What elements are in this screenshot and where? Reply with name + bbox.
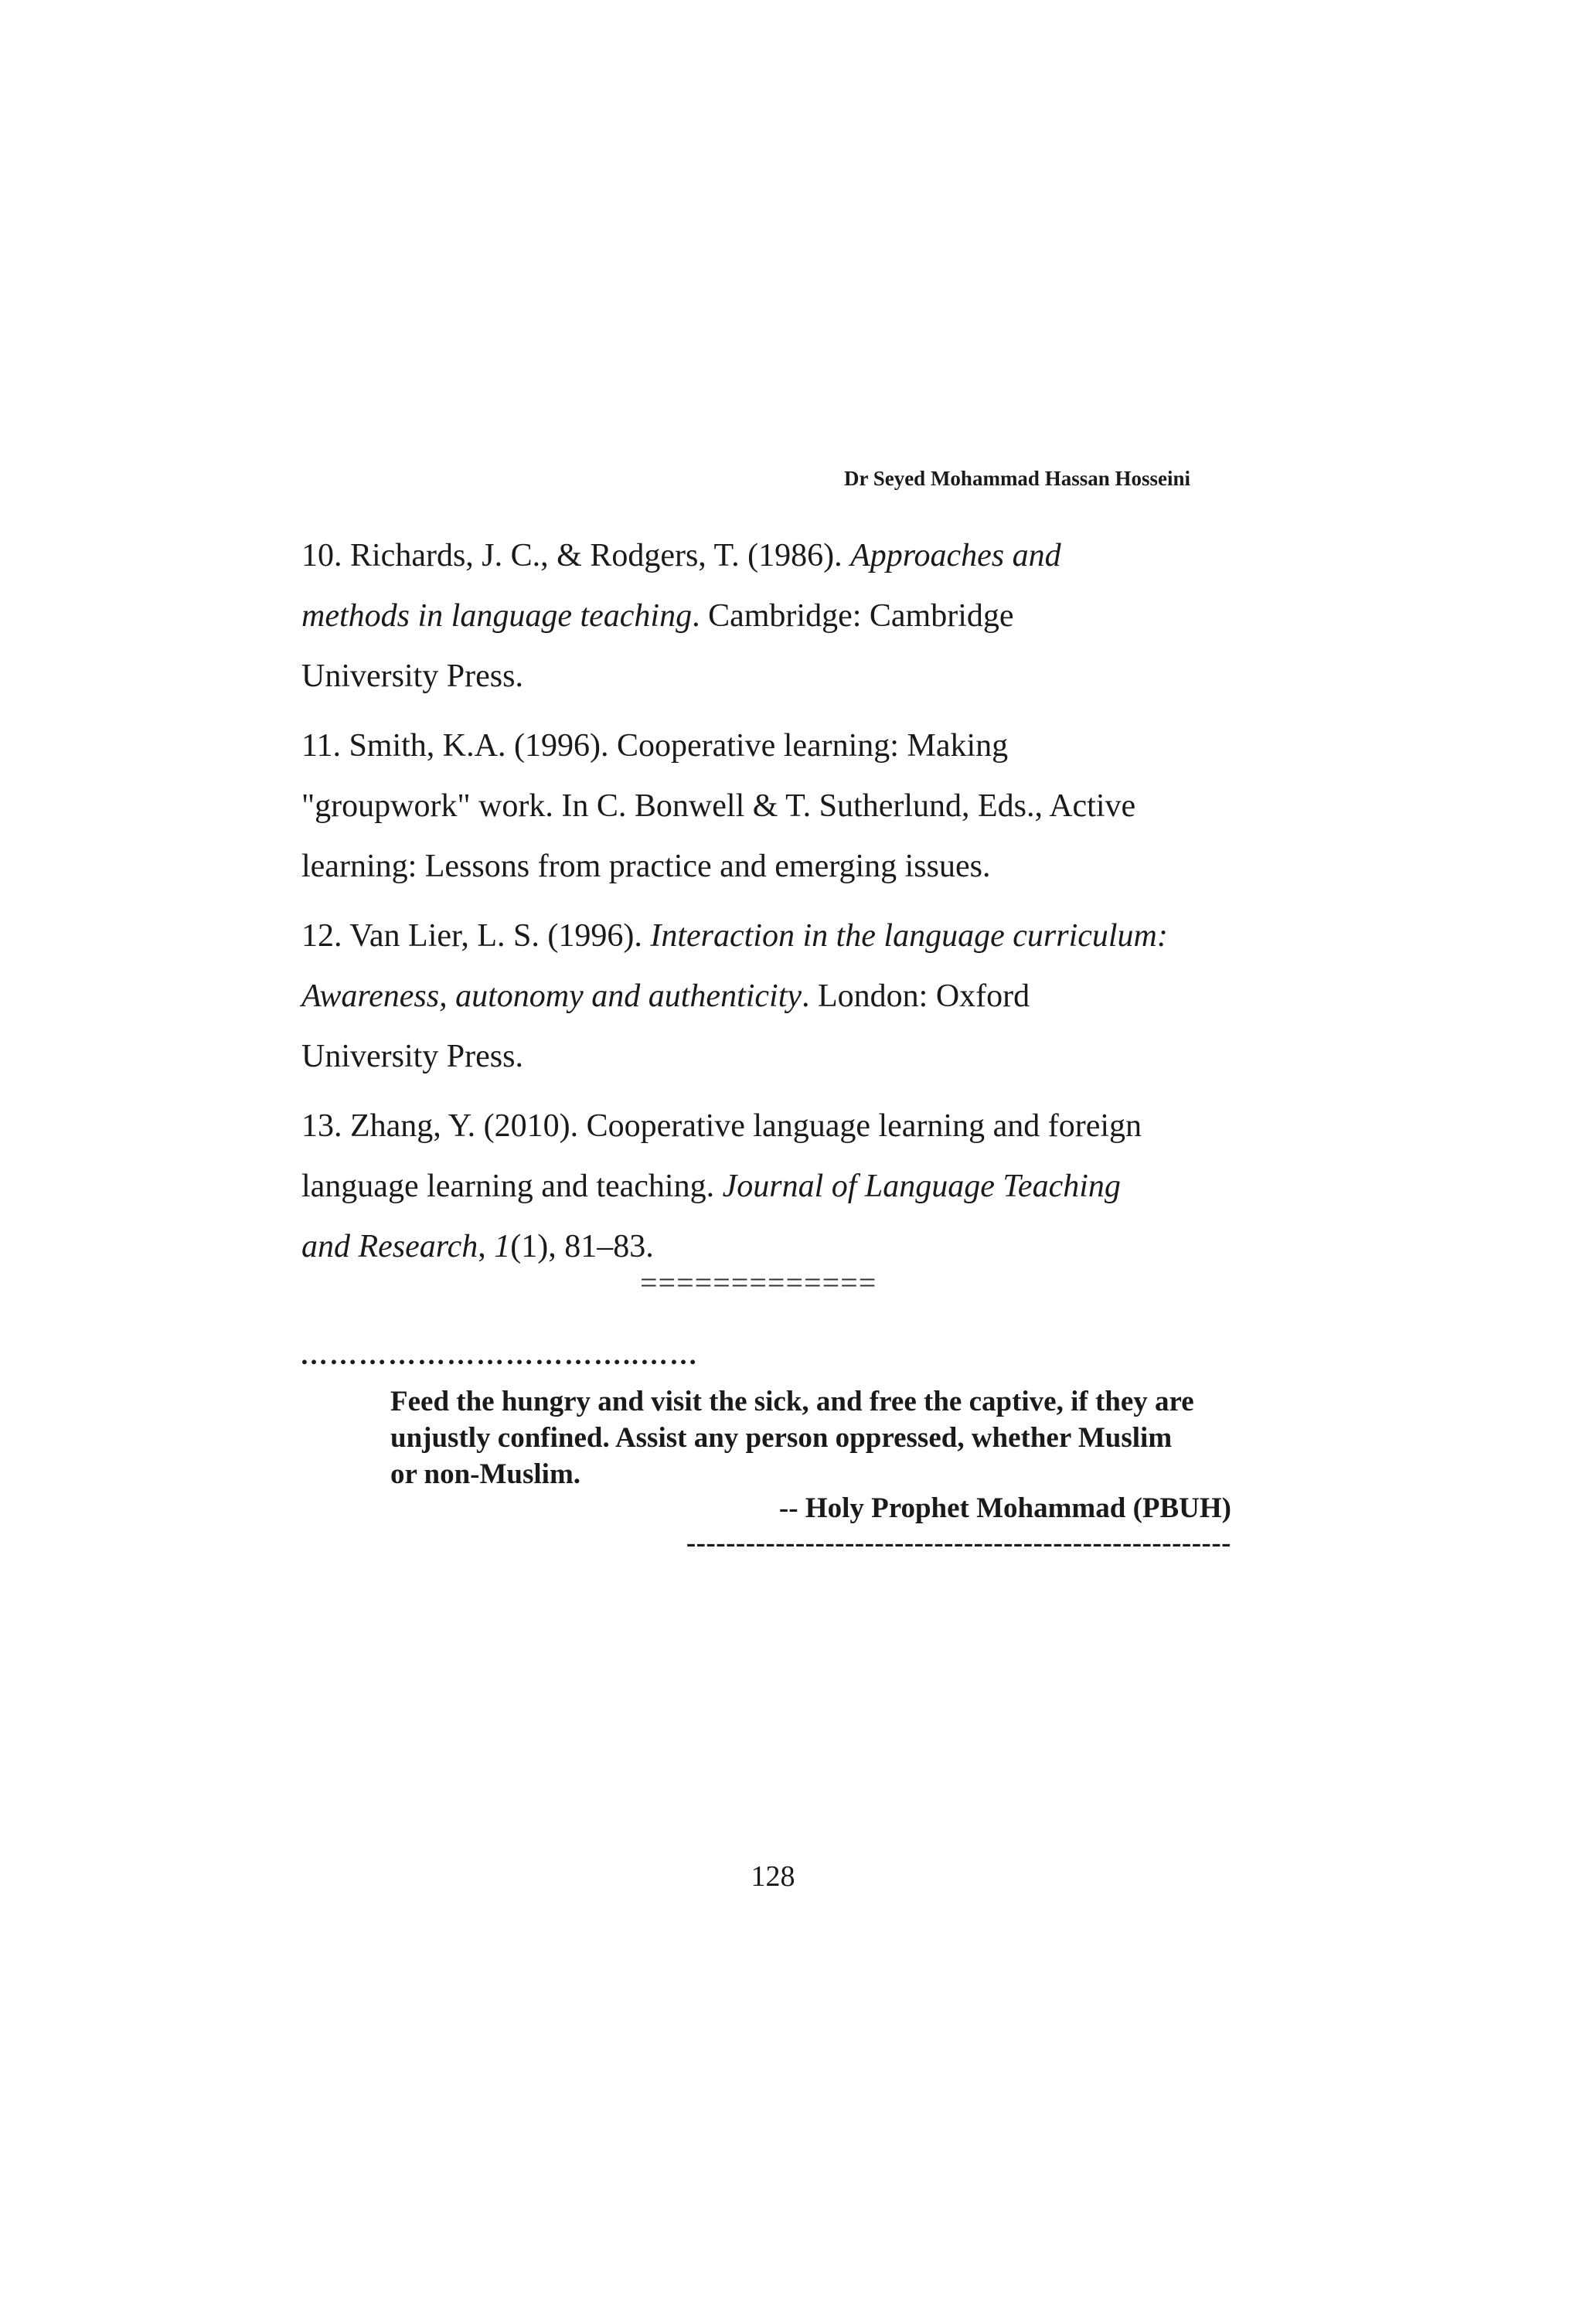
reference-text: 11. Smith, K.A. (1996). Cooperative learning: Making [301,728,1009,764]
reference-title: Approaches and [850,538,1061,573]
reference-list [301,526,1260,1286]
running-head: Dr Seyed Mohammad Hassan Hosseini [843,467,1190,490]
dotted-separator: ……………………………..…… [300,1339,699,1370]
quote-line: Feed the hungry and visit the sick, and free the captive, if they are [390,1386,1194,1417]
reference-journal: and Research [301,1229,478,1264]
reference-text: 13. Zhang, Y. (2010). Cooperative language learning and foreign [301,1108,1142,1144]
reference-journal: Journal of Language Teaching [722,1169,1121,1204]
dashed-separator: ------------------------------------------------------- [686,1527,1231,1559]
reference-title: Awareness, autonomy and authenticity [301,978,802,1014]
reference-text: 12. Van Lier, L. S. (1996). [301,918,651,954]
quote-block [390,1383,1256,1492]
reference-text: language learning and teaching. [301,1169,723,1204]
quote-line: unjustly confined. Assist any person oppressed, whether Muslim [390,1422,1173,1454]
quote-line: or non-Muslim. [390,1458,581,1490]
reference-item [301,716,1260,897]
reference-item [301,526,1260,706]
reference-line [301,586,1260,646]
reference-line [301,966,1260,1026]
reference-line [301,776,1260,836]
reference-line [301,906,1260,966]
reference-line [301,646,1260,706]
reference-item [301,1096,1260,1277]
reference-line [301,1156,1260,1216]
reference-volume: 1 [494,1229,511,1264]
reference-title: methods in language teaching [301,598,693,634]
reference-text: University Press. [301,658,523,694]
section-divider-equals: ============= [640,1265,877,1300]
reference-item [301,906,1260,1087]
quote-attribution: -- Holy Prophet Mohammad (PBUH) [778,1492,1231,1524]
reference-title: Interaction in the language curriculum: [650,918,1168,954]
reference-line [301,716,1260,776]
reference-text: . London: Oxford [802,978,1030,1014]
reference-line [301,526,1260,586]
page-number: 128 [751,1860,795,1893]
reference-text: 10. Richards, J. C., & Rodgers, T. (1986). [301,538,851,573]
reference-line [301,836,1260,897]
reference-text: . Cambridge: Cambridge [692,598,1014,634]
reference-text: , [478,1229,495,1264]
reference-line [301,1096,1260,1156]
reference-text: University Press. [301,1039,523,1074]
reference-text: (1), 81–83. [510,1229,654,1264]
reference-text: learning: Lessons from practice and emerging issues. [301,849,991,884]
reference-line [301,1026,1260,1087]
reference-text: "groupwork" work. In C. Bonwell & T. Sutherlund, Eds., Active [301,788,1136,824]
